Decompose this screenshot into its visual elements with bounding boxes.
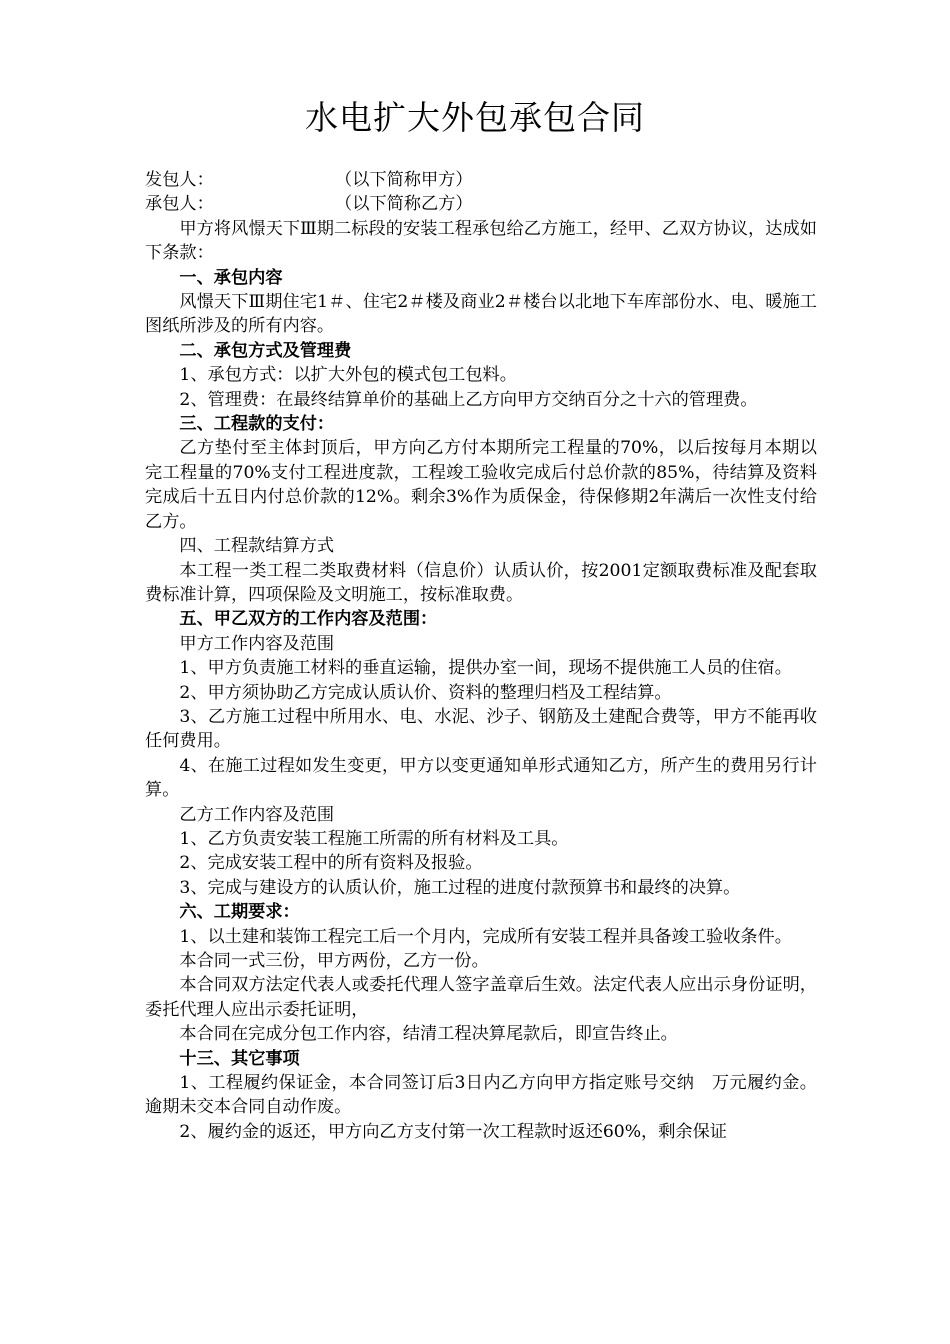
paragraph: 1、乙方负责安装工程施工所需的所有材料及工具。	[179, 828, 569, 849]
paragraph: 1、工程履约保证金，本合同签订后3日内乙方向甲方指定账号交纳 万元履约金。逾期未交本合同自动作废。	[145, 1073, 817, 1118]
paragraph: 四、工程款结算方式	[179, 536, 335, 557]
paragraph: 2、完成安装工程中的所有资料及报验。	[179, 853, 483, 874]
paragraph: 本合同双方法定代表人或委托代理人签字盖章后生效。法定代表人应出示身份证明，委托代理人应出示委托证明，	[145, 975, 817, 1020]
paragraph: 3、乙方施工过程中所用水、电、水泥、沙子、钢筋及土建配合费等，甲方不能再收任何费用。	[145, 706, 817, 752]
section-heading: 六、工期要求：	[179, 902, 300, 923]
paragraph: 4、在施工过程如发生变更，甲方以变更通知单形式通知乙方，所产生的费用另行计算。	[145, 755, 817, 801]
paragraph: 2、管理费：在最终结算单价的基础上乙方向甲方交纳百分之十六的管理费。	[179, 389, 758, 410]
paragraph: 3、完成与建设方的认质认价，施工过程的进度付款预算书和最终的决算。	[179, 877, 741, 898]
paragraph: 甲方工作内容及范围	[179, 633, 335, 654]
paragraph: 本工程一类工程二类取费材料（信息价）认质认价，按2001定额取费标准及配套取费标准计算，四项保险及文明施工，按标准取费。	[145, 560, 817, 605]
paragraph-list	[145, 217, 817, 1144]
paragraph: 乙方工作内容及范围	[179, 804, 335, 825]
paragraph: 2、甲方须协助乙方完成认质认价、资料的整理归档及工程结算。	[179, 682, 672, 703]
paragraph: 1、甲方负责施工材料的垂直运输，提供办室一间，现场不提供施工人员的住宿。	[179, 658, 792, 679]
paragraph: 本合同在完成分包工作内容，结清工程决算尾款后，即宣告终止。	[179, 1024, 678, 1045]
document-body	[145, 168, 817, 1144]
paragraph: 风憬天下Ⅲ期住宅1＃、住宅2＃楼及商业2＃楼台以北地下车库部份水、电、暖施工图纸所涉及的所有内容。	[145, 292, 817, 337]
section-heading: 五、甲乙双方的工作内容及范围：	[179, 609, 438, 630]
party-label: 发包人：	[145, 170, 214, 190]
party-line-contractor-issuer	[145, 168, 817, 192]
paragraph: 甲方将风憬天下Ⅲ期二标段的安装工程承包给乙方施工，经甲、乙双方协议，达成如下条款：	[145, 218, 817, 264]
party-label: 承包人：	[145, 194, 214, 215]
section-heading: 三、工程款的支付：	[179, 414, 335, 435]
paragraph: 2、履约金的返还，甲方向乙方支付第一次工程款时返还60%，剩余保证	[179, 1121, 727, 1142]
document-title: 水电扩大外包承包合同	[305, 98, 645, 137]
party-note: （以下简称乙方）	[335, 194, 473, 215]
paragraph: 乙方垫付至主体封顶后，甲方向乙方付本期所完工程量的70%，以后按每月本期以完工程量的70%支付工程进度款，工程竣工验收完成后付总价款的85%，待结算及资料完成后十五日内付总价款的12%。剩余3%作为质保金，待保修期2年满后一次性支付给乙方。	[145, 438, 817, 532]
paragraph: 1、以土建和装饰工程完工后一个月内，完成所有安装工程并具备竣工验收条件。	[179, 926, 792, 947]
party-line-contractor-receiver	[145, 192, 817, 216]
party-note: （以下简称甲方）	[335, 170, 473, 190]
section-heading: 二、承包方式及管理费	[179, 340, 352, 361]
paragraph: 1、承包方式：以扩大外包的模式包工包料。	[179, 365, 517, 386]
paragraph: 本合同一式三份，甲方两份，乙方一份。	[179, 951, 489, 971]
section-heading: 一、承包内容	[179, 267, 283, 288]
section-heading: 十三、其它事项	[179, 1048, 300, 1069]
